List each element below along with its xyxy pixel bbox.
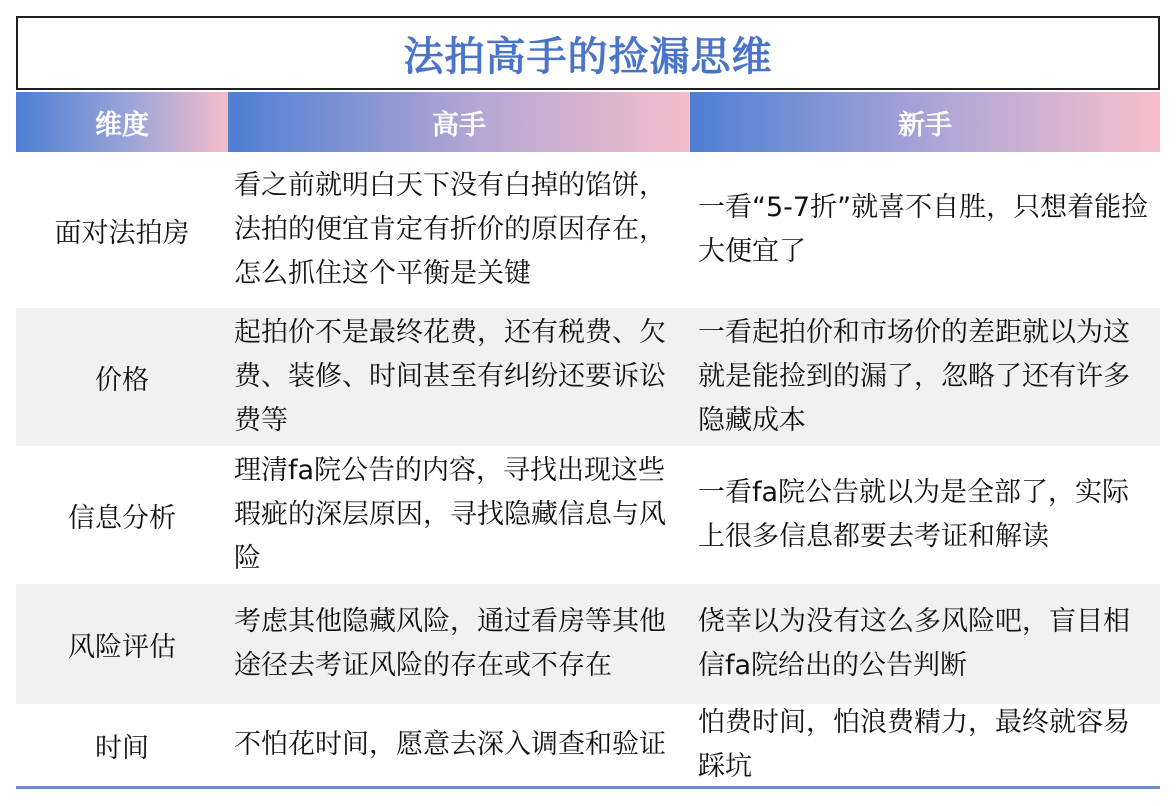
table-row [16, 704, 1160, 786]
expert-cell: 考虑其他隐藏风险，通过看房等其他途径去考证风险的存在或不存在 [234, 606, 666, 681]
expert-cell: 理清fa院公告的内容，寻找出现这些瑕疵的深层原因，寻找隐藏信息与风险 [234, 455, 666, 574]
dimension-cell: 价格 [95, 364, 149, 396]
dimension-cell: 面对法拍房 [54, 217, 190, 249]
dimension-cell: 风险评估 [68, 631, 176, 663]
novice-cell: 一看fa院公告就以为是全部了，实际上很多信息都要去考证和解读 [698, 477, 1130, 552]
table-row [16, 152, 1160, 308]
dimension-cell: 信息分析 [68, 502, 176, 534]
dimension-cell: 时间 [95, 732, 149, 764]
table-row [16, 446, 1160, 584]
page-title: 法拍高手的捡漏思维 [403, 33, 773, 80]
table-row [16, 584, 1160, 704]
title-box [16, 16, 1160, 90]
header-expert: 高手 [228, 92, 690, 152]
expert-cell: 看之前就明白天下没有白掉的馅饼，法拍的便宜肯定有折价的原因存在，怎么抓住这个平衡是关键 [234, 170, 666, 289]
header-dimension: 维度 [16, 92, 228, 152]
expert-cell: 不怕花时间，愿意去深入调查和验证 [234, 729, 666, 760]
novice-cell: 一看起拍价和市场价的差距就以为这就是能捡到的漏了，忽略了还有许多隐藏成本 [698, 317, 1130, 436]
novice-cell: 一看“5-7折”就喜不自胜，只想着能捡大便宜了 [698, 192, 1149, 267]
table-row [16, 308, 1160, 446]
novice-cell: 怕费时间，怕浪费精力，最终就容易踩坑 [698, 707, 1130, 782]
table-body [16, 152, 1160, 786]
expert-cell: 起拍价不是最终花费，还有税费、欠费、装修、时间甚至有纠纷还要诉讼费等 [234, 317, 666, 436]
table-header [16, 92, 1160, 152]
header-novice: 新手 [690, 92, 1160, 152]
bottom-divider [16, 786, 1160, 789]
novice-cell: 侥幸以为没有这么多风险吧，盲目相信fa院给出的公告判断 [698, 606, 1130, 681]
